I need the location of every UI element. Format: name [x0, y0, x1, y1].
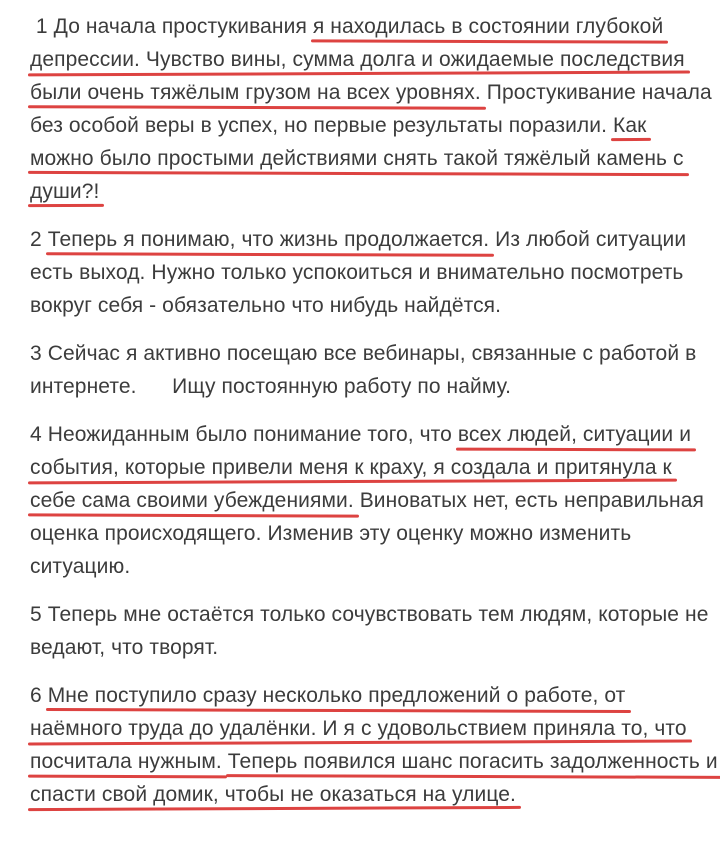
underlined-phrase: души?!: [30, 175, 99, 208]
paragraph-4: [30, 418, 704, 583]
text-line: [30, 631, 696, 664]
text-segment: вокруг себя - обязательно что нибудь найдётся.: [30, 294, 502, 317]
text-segment: есть выход. Нужно только успокоиться и внимательно посмотреть: [30, 261, 684, 284]
text-line: [30, 289, 696, 322]
text-line: [30, 76, 712, 109]
text-segment: 6: [30, 684, 48, 707]
underlined-phrase: Теперь появился шанс погасить задолженность и: [228, 745, 718, 778]
paragraph-5: [30, 598, 709, 664]
text-segment: 3 Сейчас я активно посещаю все вебинары, связанные с работой в: [30, 342, 697, 365]
document-body: [30, 10, 718, 811]
underlined-phrase: были очень тяжёлым грузом на всех уровнях.: [30, 76, 481, 109]
underlined-phrase: себе сама своими убеждениями.: [30, 484, 354, 517]
underlined-phrase: Теперь я понимаю, что жизнь продолжается.: [48, 223, 489, 256]
underlined-phrase: всех людей, ситуации и: [458, 418, 691, 451]
paragraph-1: [30, 10, 712, 208]
text-line: [30, 370, 696, 403]
text-line: [30, 337, 696, 370]
text-line: [30, 745, 718, 778]
underlined-phrase: депрессии. Чувство вины, сумма долга и ожидаемые последствия: [30, 43, 685, 76]
paragraph-6: [30, 679, 718, 811]
text-segment: Из любой ситуации: [489, 228, 687, 251]
underlined-phrase: Мне поступило сразу несколько предложений о работе, от: [48, 679, 626, 712]
text-line: [30, 598, 709, 631]
text-segment: 1 До начала простукивания: [30, 15, 313, 38]
underlined-phrase: Как: [613, 109, 646, 142]
text-segment: 5 Теперь мне остаётся только сочувствовать тем людям, которые не: [30, 603, 709, 626]
text-segment: без особой веры в успех, но первые результаты поразили.: [30, 114, 613, 137]
text-line: [30, 679, 696, 712]
text-segment: Виноватых нет, есть неправильная: [353, 489, 704, 512]
text-segment: 2: [30, 228, 48, 251]
text-line: [30, 712, 696, 745]
text-segment: 4 Неожиданным было понимание того, что: [30, 423, 458, 446]
underlined-phrase: спасти свой домик, чтобы не оказаться на улице.: [30, 778, 516, 811]
text-line: [30, 223, 696, 256]
text-line: [30, 10, 696, 43]
text-segment: интернете. Ищу постоянную работу по найму.: [30, 375, 512, 398]
text-segment: ситуацию.: [30, 555, 131, 578]
text-line: [30, 109, 696, 142]
text-segment: оценка происходящего. Изменив эту оценку можно изменить: [30, 522, 632, 545]
underlined-phrase: посчитала нужным.: [30, 745, 222, 778]
text-line: [30, 43, 696, 76]
text-line: [30, 175, 696, 208]
text-line: [30, 778, 696, 811]
paragraph-3: [30, 337, 696, 403]
underlined-phrase: я находилась в состоянии глубокой: [313, 10, 663, 43]
text-line: [30, 142, 696, 175]
text-segment: Простукивание начала: [480, 81, 712, 104]
paragraph-2: [30, 223, 696, 322]
text-line: [30, 550, 696, 583]
text-line: [30, 451, 696, 484]
underlined-phrase: события, которые привели меня к краху, я создала и притянула к: [30, 451, 672, 484]
text-line: [30, 484, 704, 517]
text-line: [30, 256, 696, 289]
text-line: [30, 418, 696, 451]
underlined-phrase: можно было простыми действиями снять такой тяжёлый камень с: [30, 142, 684, 175]
text-segment: ведают, что творят.: [30, 636, 219, 659]
underlined-phrase: наёмного труда до удалёнки. И я с удовольствием приняла то, что: [30, 712, 687, 745]
text-line: [30, 517, 696, 550]
